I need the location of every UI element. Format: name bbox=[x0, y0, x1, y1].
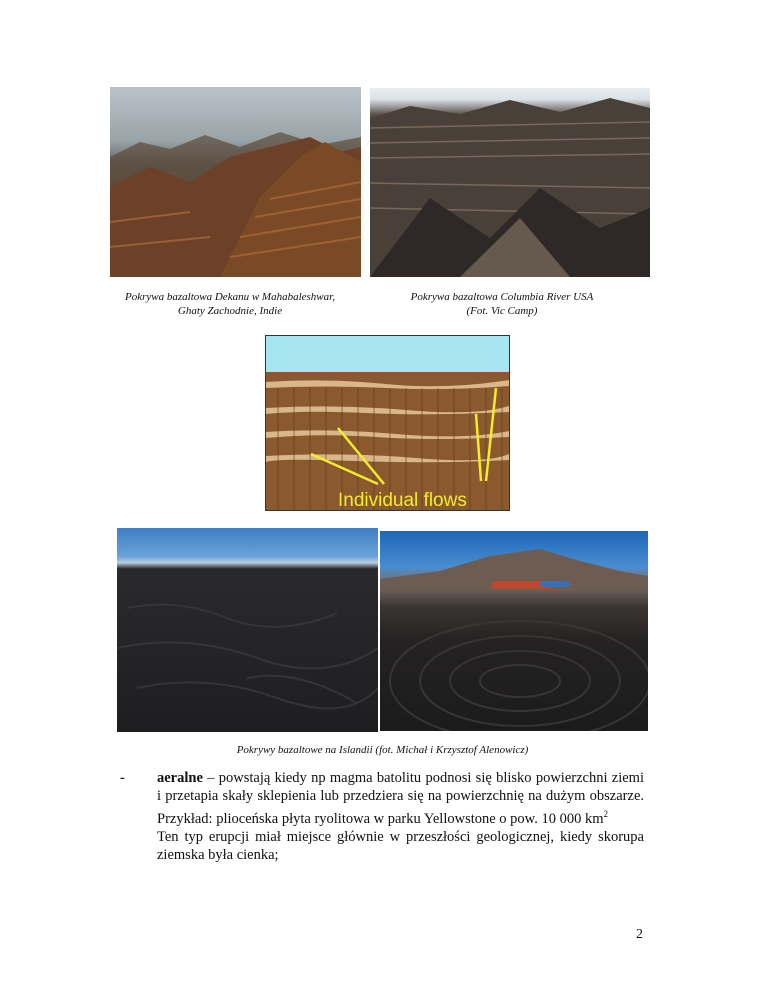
individual-flows-diagram bbox=[265, 335, 510, 511]
iceland-lava-photo-1 bbox=[117, 528, 378, 732]
term-aeralne: aeralne bbox=[157, 770, 203, 786]
deccan-caption: Pokrywa bazaltowa Dekanu w Mahabaleshwar, Ghaty Zachodnie, Indie bbox=[125, 291, 335, 317]
iceland-lava-photo-2 bbox=[380, 531, 648, 731]
bullet-paragraph bbox=[157, 769, 644, 864]
unit-superscript: 2 bbox=[603, 809, 608, 819]
iceland-caption: Pokrywy bazaltowe na Islandii (fot. Michał i Krzysztof Alenowicz) bbox=[236, 744, 529, 756]
bullet-text-1: – powstają kiedy np magma batolitu podnosi się blisko powierzchni ziemi i przetapia skały sklepienia lub przedziera się na powierzchnię na dużym obszarze. Przykład: plioceńska płyta ryolitowa w parku Yellowstone o pow. 10 000 km bbox=[157, 770, 644, 827]
individual-flows-label: Individual flows bbox=[338, 490, 467, 510]
bullet-aeralne bbox=[120, 769, 644, 864]
bullet-text-2: Ten typ erupcji miał miejsce głównie w przeszłości geologicznej, kiedy skorupa ziemska była cienka; bbox=[157, 828, 644, 863]
columbia-caption: Pokrywa bazaltowa Columbia River USA (Fot. Vic Camp) bbox=[410, 291, 594, 317]
columbia-river-photo bbox=[370, 88, 650, 277]
deccan-traps-photo bbox=[110, 87, 361, 277]
page-number: 2 bbox=[636, 927, 643, 942]
bullet-dash: - bbox=[120, 770, 125, 786]
